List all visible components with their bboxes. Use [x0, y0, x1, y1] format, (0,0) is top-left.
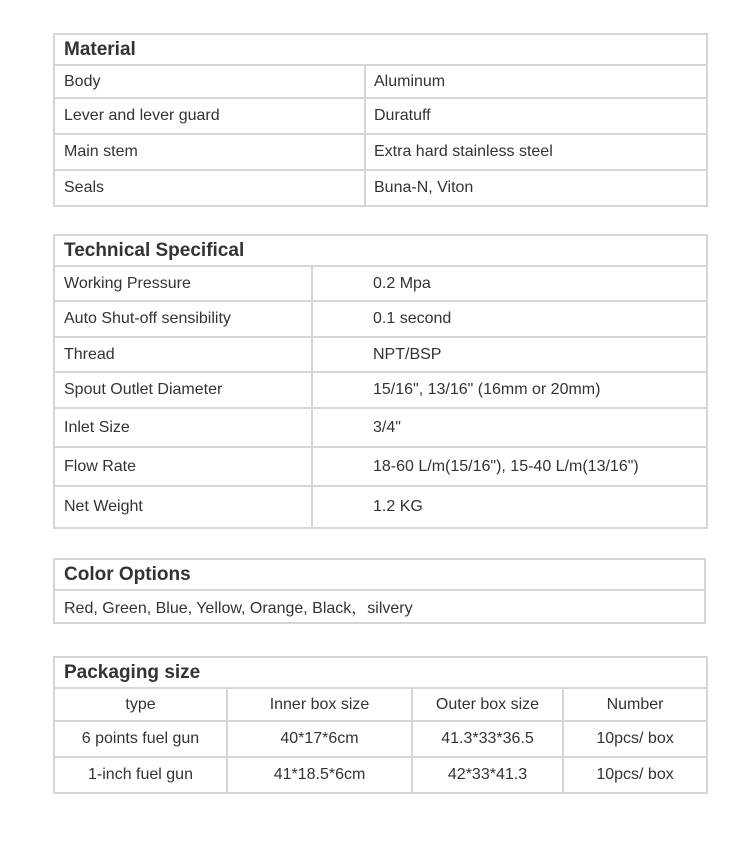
cell-inner: 40*17*6cm — [227, 721, 412, 757]
color-options-title: Color Options — [54, 559, 705, 590]
cell-outer: 41.3*33*36.5 — [412, 721, 563, 757]
column-header: Inner box size — [227, 688, 412, 721]
row-label: Auto Shut-off sensibility — [54, 301, 312, 337]
row-value: Buna-N, Viton — [365, 170, 707, 206]
row-label: Spout Outlet Diameter — [54, 372, 312, 408]
table-row — [54, 170, 707, 206]
table-row — [54, 447, 707, 486]
packaging-title: Packaging size — [54, 657, 707, 688]
row-value: 1.2 KG — [312, 486, 707, 528]
column-header: Outer box size — [412, 688, 563, 721]
row-value: 3/4" — [312, 408, 707, 447]
row-label: Body — [54, 65, 365, 98]
row-value: Aluminum — [365, 65, 707, 98]
table-row — [54, 301, 707, 337]
cell-number: 10pcs/ box — [563, 757, 707, 793]
cell-number: 10pcs/ box — [563, 721, 707, 757]
material-table — [53, 33, 708, 207]
table-row — [54, 65, 707, 98]
table-row — [54, 590, 705, 623]
table-row — [54, 486, 707, 528]
row-label: Thread — [54, 337, 312, 372]
cell-type: 1-inch fuel gun — [54, 757, 227, 793]
row-label: Flow Rate — [54, 447, 312, 486]
row-value: 0.2 Mpa — [312, 266, 707, 301]
table-row — [54, 408, 707, 447]
color-options-value: Red, Green, Blue, Yellow, Orange, Black，silvery — [54, 590, 705, 623]
table-row — [54, 337, 707, 372]
technical-title: Technical Specifical — [54, 235, 707, 266]
material-title: Material — [54, 34, 707, 65]
table-row — [54, 757, 707, 793]
column-header: type — [54, 688, 227, 721]
row-value: 0.1 second — [312, 301, 707, 337]
row-label: Seals — [54, 170, 365, 206]
table-row — [54, 134, 707, 170]
row-label: Lever and lever guard — [54, 98, 365, 134]
technical-table — [53, 234, 708, 529]
row-label: Net Weight — [54, 486, 312, 528]
row-value: Duratuff — [365, 98, 707, 134]
row-label: Working Pressure — [54, 266, 312, 301]
table-row — [54, 372, 707, 408]
row-value: 18-60 L/m(15/16"), 15-40 L/m(13/16") — [312, 447, 707, 486]
row-value: 15/16", 13/16" (16mm or 20mm) — [312, 372, 707, 408]
column-header: Number — [563, 688, 707, 721]
table-header-row — [54, 688, 707, 721]
table-row — [54, 266, 707, 301]
row-label: Main stem — [54, 134, 365, 170]
cell-type: 6 points fuel gun — [54, 721, 227, 757]
cell-inner: 41*18.5*6cm — [227, 757, 412, 793]
table-row — [54, 721, 707, 757]
packaging-table — [53, 656, 708, 794]
color-options-table — [53, 558, 706, 624]
row-value: NPT/BSP — [312, 337, 707, 372]
cell-outer: 42*33*41.3 — [412, 757, 563, 793]
row-value: Extra hard stainless steel — [365, 134, 707, 170]
row-label: Inlet Size — [54, 408, 312, 447]
table-row — [54, 98, 707, 134]
